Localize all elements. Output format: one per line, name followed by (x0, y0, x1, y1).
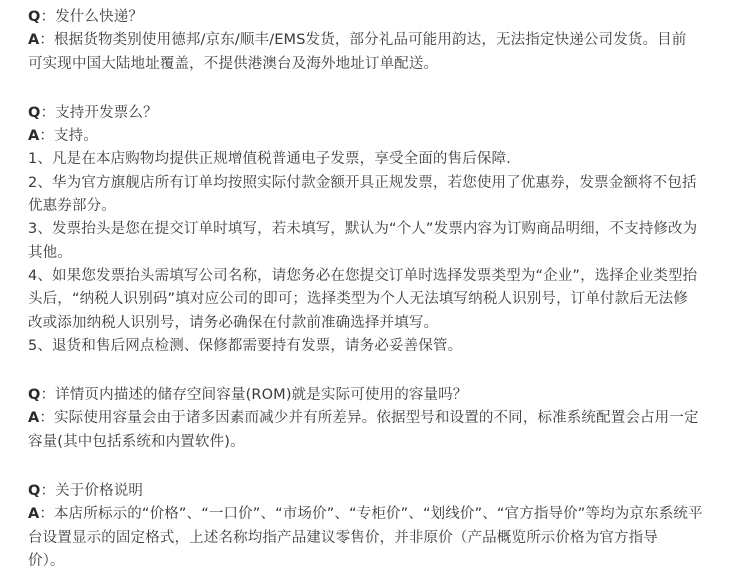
answer-line (28, 29, 732, 52)
invoice-rule-line: 4、如果您发票抬头需填写公司名称，请您务必在您提交订单时选择发票类型为“企业”，选择企业类型抬 (28, 267, 698, 284)
answer-text: ：本店所标示的“价格”、“一口价”、“市场价”、“专柜价”、“划线价”、“官方指导价”等均为京东系统平 (39, 506, 703, 523)
question-prefix: Q (28, 104, 41, 121)
question-text: ：详情页内描述的储存空间容量(ROM)就是实际可使用的容量吗？ (40, 387, 468, 404)
question-prefix: Q (28, 387, 41, 404)
answer-text: ：实际使用容量会由于诸多因素而减少并有所差异。依据型号和设置的不同，标准系统配置会占用一定 (39, 410, 699, 427)
invoice-rule-line: 1、凡是在本店购物均提供正规增值税普通电子发票，享受全面的售后保障. (28, 151, 511, 168)
question-line (28, 480, 732, 503)
faq-item (28, 480, 732, 573)
question-text: ：支持开发票么？ (40, 104, 158, 121)
answer-prefix: A (28, 128, 40, 145)
invoice-rule-line: 5、退货和售后网点检测、保修都需要持有发票，请务必妥善保管。 (28, 337, 463, 354)
question-prefix: Q (28, 483, 41, 500)
faq-item (28, 384, 732, 454)
faq-item (28, 6, 732, 76)
answer-line (28, 407, 732, 430)
answer-text: 可实现中国大陆地址覆盖，不提供港澳台及海外地址订单配送。 (28, 55, 439, 72)
invoice-rule-line: 3、发票抬头是您在提交订单时填写，若未填写，默认为“个人”发票内容为订购商品明细，不支持修改为 (28, 221, 698, 238)
answer-text: 台设置显示的固定格式，上述名称均指产品建议零售价，并非原价（产品概览所示价格为官方指导 (28, 529, 658, 546)
invoice-rule-line: 2、华为官方旗舰店所有订单均按照实际付款金额开具正规发票，若您使用了优惠券，发票金额将不包括 (28, 174, 697, 191)
question-text: ：发什么快递？ (40, 9, 144, 25)
invoice-rule-line: 其他。 (28, 244, 72, 261)
answer-prefix: A (28, 32, 40, 49)
question-line (28, 102, 732, 125)
answer-prefix: A (28, 506, 40, 523)
invoice-rule-line: 头后，“纳税人识别码”填对应公司的即可；选择类型为个人无法填写纳税人识别号，订单付款后无法修 (28, 291, 688, 308)
invoice-rule-line: 改或添加纳税人识别号，请务必确保在付款前准确选择并填写。 (28, 314, 439, 331)
faq-item (28, 102, 732, 358)
answer-prefix: A (28, 410, 40, 427)
question-line (28, 384, 732, 407)
answer-text: 价）。 (28, 552, 65, 569)
invoice-rule-line: 优惠券部分。 (28, 198, 116, 215)
answer-text: 容量(其中包括系统和内置软件)。 (28, 433, 245, 450)
answer-text: ：根据货物类别使用德邦/京东/顺丰/EMS发货，部分礼品可能用韵达，无法指定快递公司发货。目前 (39, 32, 687, 49)
answer-line (28, 503, 732, 526)
question-prefix: Q (28, 9, 41, 25)
question-line (28, 6, 732, 29)
answer-line (28, 125, 732, 148)
answer-text: ：支持。 (39, 128, 98, 145)
question-text: ：关于价格说明 (40, 483, 144, 500)
